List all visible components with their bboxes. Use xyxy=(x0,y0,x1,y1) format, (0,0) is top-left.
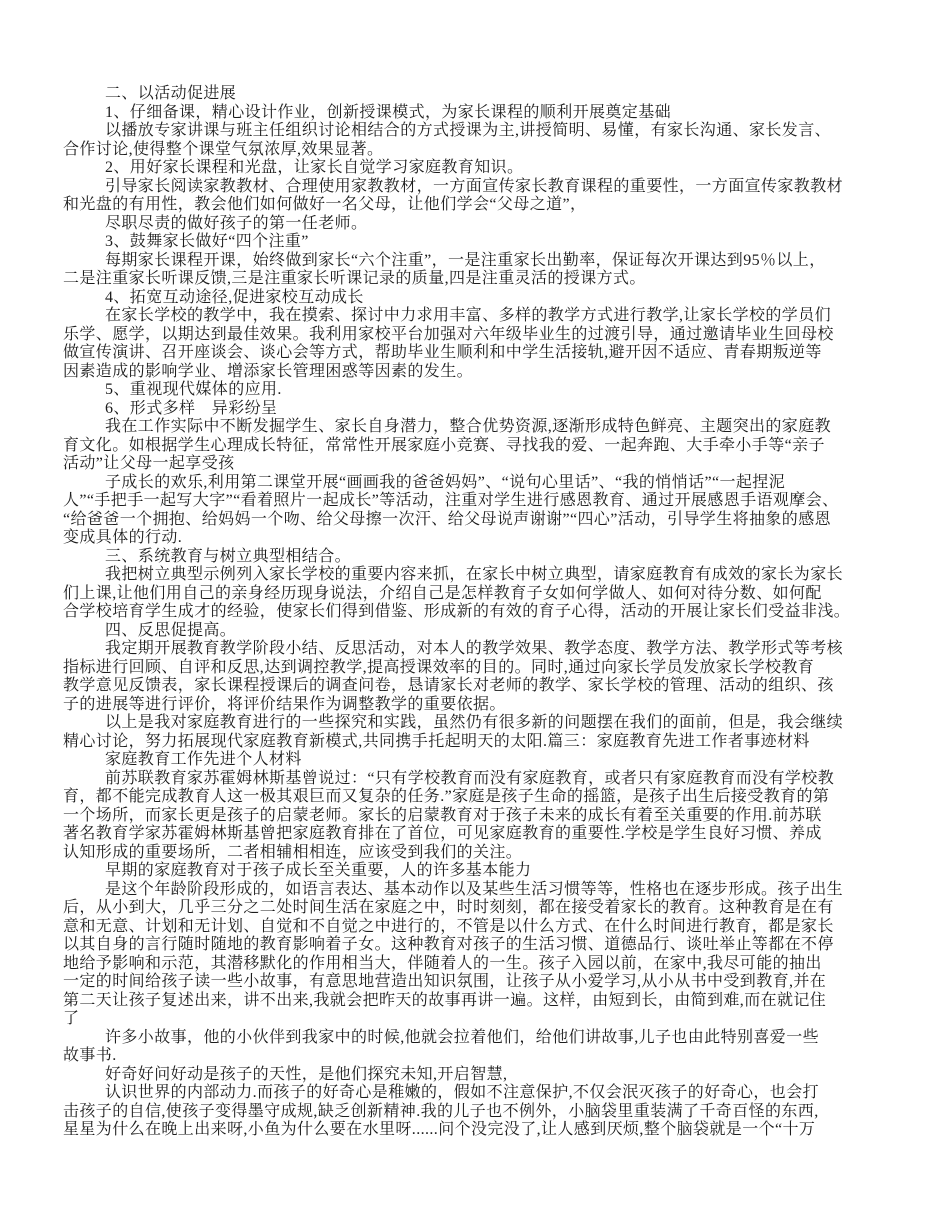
text-line: 认知形成的重要场所，二者相辅相相连，应该受到我们的关注。 xyxy=(63,843,523,861)
text-line: 地给予影响和示范，其潜移默化的作用相当大，伴随着人的一生。孩子入园以前，在家中,我尽可能的抽出 xyxy=(63,954,822,972)
text-line: 6、形式多样 异彩纷呈 xyxy=(105,399,278,417)
text-line: 一个场所，而家长更是孩子的启蒙老师。家长的启蒙教育对于孩子未来的成长有着至关重要的作用.前苏联 xyxy=(63,806,822,824)
text-line: 在家长学校的教学中，我在摸索、探讨中力求用丰富、多样的教学方式进行教学,让家长学校的学员们 xyxy=(105,307,832,324)
text-line: 子的进展等进行评价，将评价结果作为调整教学的重要依据。 xyxy=(63,695,506,713)
document-text-block xyxy=(63,85,913,1140)
text-line: 育文化。如根据学生心理成长特征，常常性开展家庭小竞赛、寻找我的爱、一起奔跑、大手牵小手等“亲子 xyxy=(63,436,825,454)
text-line: 第二天让孩子复述出来，讲不出来,我就会把昨天的故事再讲一遍。这样，由短到长，由简到难,而在就记住 xyxy=(63,991,827,1009)
text-line: 人”“手把手一起写大字”“看着照片一起成长”等活动，注重对学生进行感恩教育、通过开展感恩手语观摩会、 xyxy=(63,492,839,509)
text-line: 二、以活动促进展 xyxy=(105,85,237,102)
text-line: 做宣传演讲、召开座谈会、谈心会等方式，帮助毕业生顺利和中学生活接轨,避开因不适应、青春期叛逆等 xyxy=(63,344,822,361)
text-line: 二是注重家长听课反馈,三是注重家长听课记录的质量,四是注重灵活的授课方式。 xyxy=(63,270,646,287)
text-line: 星星为什么在晚上出来呀,小鱼为什么要在水里呀......问个没完没了,让人感到厌烦,整个脑袋就是一个“十万 xyxy=(63,1121,816,1138)
text-line: “给爸爸一个拥抱、给妈妈一个吻、给父母擦一次汗、给父母说声谢谢”“四心”活动，引导学生将抽象的感恩 xyxy=(63,510,832,528)
text-line: 早期的家庭教育对于孩子成长至关重要，人的许多基本能力 xyxy=(105,862,532,879)
text-line: 活动”让父母一起享受孩 xyxy=(63,455,235,472)
text-line: 2、用好家长课程和光盘，让家长自觉学习家庭教育知识。 xyxy=(105,159,524,176)
text-line: 精心讨论，努力拓展现代家庭教育新模式,共同携手托起明天的太阳.篇三：家庭教育先进工作者事迹材料 xyxy=(63,732,810,750)
text-line: 好奇好问好动是孩子的天性，是他们探究未知,开启智慧, xyxy=(105,1065,508,1083)
text-line: 了 xyxy=(63,1010,80,1027)
text-line: 我把树立典型示例列入家长学校的重要内容来抓，在家长中树立典型，请家庭教育有成效的家长为家长 xyxy=(105,566,844,583)
text-line: 和光盘的有用性，教会他们如何做好一名父母，让他们学会“父母之道”， xyxy=(63,196,587,213)
text-line: 每期家长课程开课，始终做到家长“六个注重”，一是注重家长出勤率，保证每次开课达到95％以上， xyxy=(105,251,826,269)
text-line: 认识世界的内部动力.而孩子的好奇心是稚嫩的，假如不注意保护,不仅会泯灭孩子的好奇心，也会打 xyxy=(105,1084,820,1101)
text-line: 育，都不能完成教育人这一极其艰巨而又复杂的任务.”家庭是孩子生命的摇篮，是孩子出生后接受教育的第 xyxy=(63,788,830,805)
text-line: 1、仔细备课，精心设计作业，创新授课模式，为家长课程的顺利开展奠定基础 xyxy=(105,103,672,121)
text-line: 们上课,让他们用自己的亲身经历现身说法，介绍自己是怎样教育子女如何学做人、如何对待分数、如何配 xyxy=(63,584,822,602)
text-line: 引导家长阅读家教教材、合理使用家教教材，一方面宣传家长教育课程的重要性，一方面宣传家教教材 xyxy=(105,177,844,195)
text-line: 尽职尽责的做好孩子的第一任老师。 xyxy=(105,214,368,232)
text-line: 家庭教育工作先进个人材料 xyxy=(105,751,302,768)
text-line: 许多小故事，他的小伙伴到我家中的时候,他就会拉着他们，给他们讲故事,儿子也由此特别喜爱一些 xyxy=(105,1028,820,1046)
text-line: 乐学、愿学，以期达到最佳效果。我利用家校平台加强对六年级毕业生的过渡引导，通过邀请毕业生回母校 xyxy=(63,325,834,343)
text-line: 变成具体的行动. xyxy=(63,529,183,546)
text-line: 因素造成的影响学业、增添家长管理困惑等因素的发生。 xyxy=(63,362,474,380)
text-line: 以播放专家讲课与班主任组织讨论相结合的方式授课为主,讲授简明、易懂，有家长沟通、家长发言、 xyxy=(105,122,832,139)
text-line: 故事书. xyxy=(63,1047,117,1064)
text-line: 以其自身的言行随时随地的教育影响着子女。这种教育对孩子的生活习惯、道德品行、谈吐举止等都在不停 xyxy=(63,936,834,953)
text-line: 四、反思促提高。 xyxy=(105,621,237,639)
text-line: 击孩子的自信,使孩子变得墨守成规,缺乏创新精神.我的儿子也不例外，小脑袋里重装满了千奇百怪的东西, xyxy=(63,1102,819,1120)
text-line: 指标进行回顾、自评和反思,达到调控教学,提高授课效率的目的。同时,通过向家长学员发放家长学校教育 xyxy=(63,658,815,676)
text-line: 合学校培育学生成才的经验，使家长们得到借鉴、形成新的有效的育子心得，活动的开展让家长们受益非浅。 xyxy=(63,603,851,620)
text-line: 我定期开展教育教学阶段小结、反思活动，对本人的教学效果、教学态度、教学方法、教学形式等考核 xyxy=(105,640,844,657)
text-line: 是这个年龄阶段形成的，如语言表达、基本动作以及某些生活习惯等等，性格也在逐步形成。孩子出生 xyxy=(105,880,844,898)
text-line: 一定的时间给孩子读一些小故事，有意思地营造出知识氛围，让孩子从小爱学习,从小从书中受到教育,并在 xyxy=(63,973,827,990)
text-line: 三、系统教育与树立典型相结合。 xyxy=(105,547,352,565)
text-line: 子成长的欢乐,利用第二课堂开展“画画我的爸爸妈妈”、“说句心里话”、“我的悄悄话”“一起捏泥 xyxy=(105,473,786,491)
text-line: 3、鼓舞家长做好“四个注重” xyxy=(105,233,309,250)
text-line: 以上是我对家庭教育进行的一些探究和实践，虽然仍有很多新的问题摆在我们的面前，但是，我会继续 xyxy=(105,714,844,731)
text-line: 意和无意、计划和无计划、自觉和不自觉之中进行的，不管是以什么方式、在什么时间进行教育，都是家长 xyxy=(63,917,834,935)
text-line: 5、重视现代媒体的应用. xyxy=(105,381,282,398)
text-line: 前苏联教育家苏霍姆林斯基曾说过：“只有学校教育而没有家庭教育，或者只有家庭教育而没有学校教 xyxy=(105,769,835,787)
text-line: 4、拓宽互动途径,促进家校互动成长 xyxy=(105,288,364,306)
text-line: 我在工作实际中不断发掘学生、家长自身潜力，整合优势资源,逐渐形成特色鲜亮、主题突出的家庭教 xyxy=(105,418,832,435)
text-line: 后，从小到大，几乎三分之二处时间生活在家庭之中，时时刻刻，都在接受着家长的教育。这种教育是在有 xyxy=(63,899,834,916)
text-line: 著名教育学家苏霍姆林斯基曾把家庭教育排在了首位，可见家庭教育的重要性.学校是学生良好习惯、养成 xyxy=(63,825,822,842)
text-line: 合作讨论,使得整个课堂气氛浓厚,效果显著。 xyxy=(63,140,384,158)
text-line: 教学意见反馈表，家长课程授课后的调查问卷，恳请家长对老师的教学、家长学校的管理、活动的组织、孩 xyxy=(63,677,834,694)
